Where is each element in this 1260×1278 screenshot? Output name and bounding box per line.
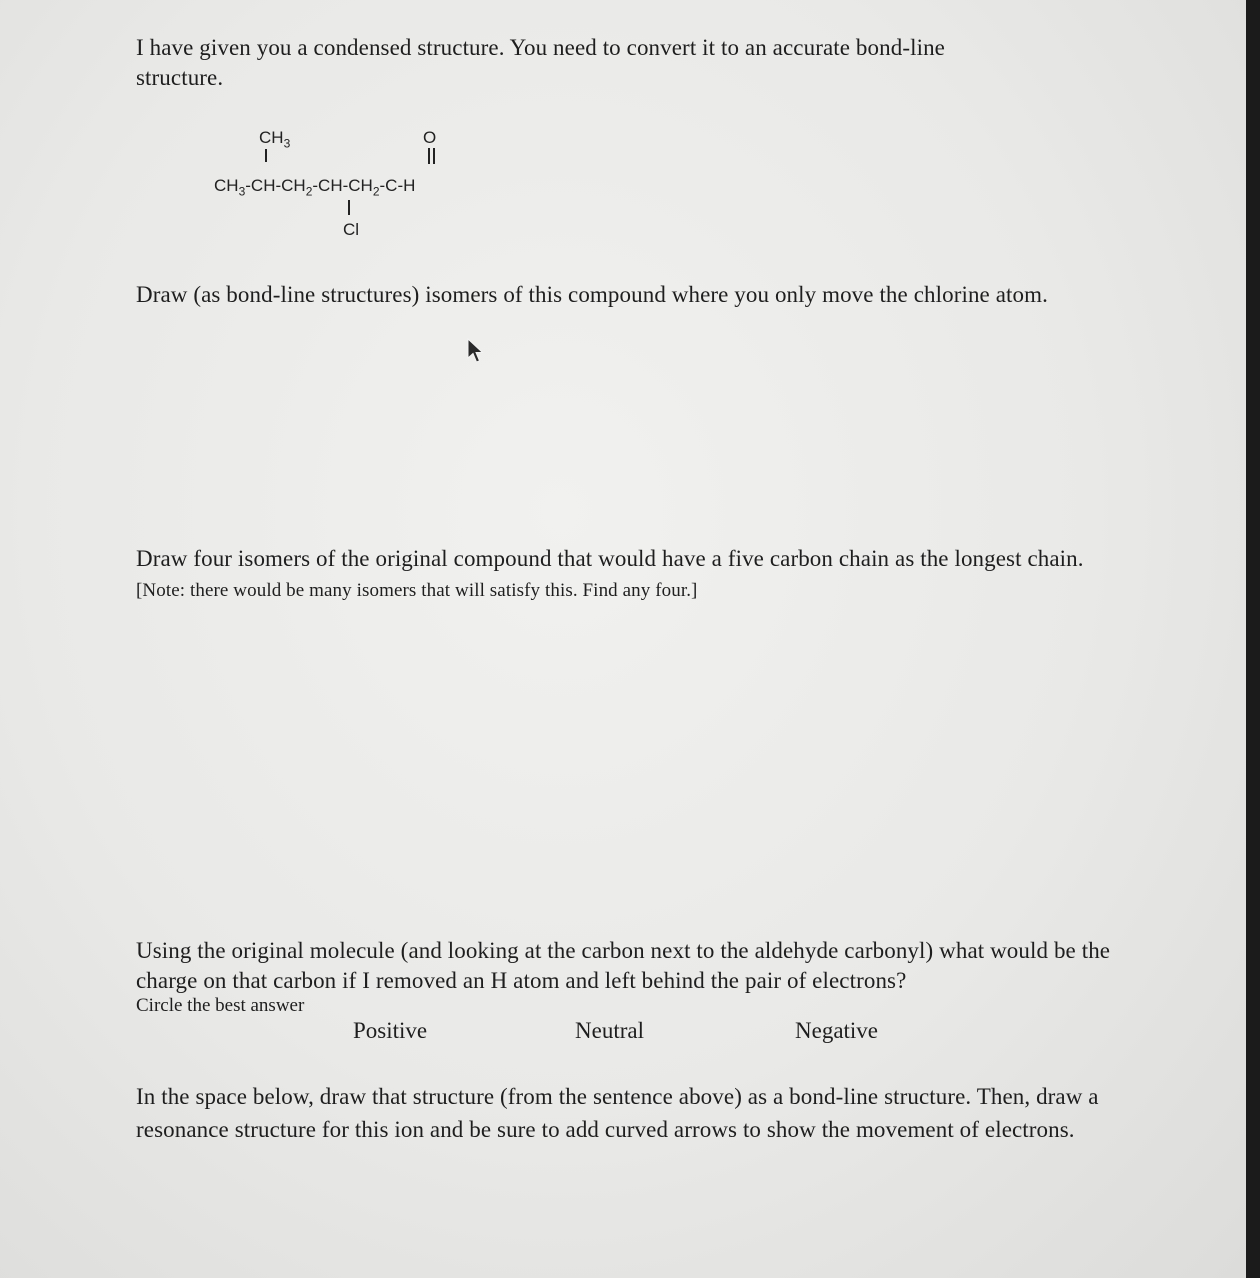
chlorine-substituent: Cl xyxy=(343,220,360,239)
carbonyl-double-bond-line-2 xyxy=(433,148,435,164)
question-resonance-structure: In the space below, draw that structure (from the sentence above) as a bond-line structure. Then, draw a resonance structure for this ion and be sure to add curved arrows to show the movement of electrons. xyxy=(136,1084,1099,1142)
chlorine-bond xyxy=(348,200,350,215)
question-five-carbon-note: [Note: there would be many isomers that will satisfy this. Find any four.] xyxy=(136,580,698,601)
question-five-carbon-isomers xyxy=(136,544,1136,606)
question-five-carbon-text: Draw four isomers of the original compound that would have a five carbon chain as the longest chain. xyxy=(136,546,1084,571)
circle-instruction: Circle the best answer xyxy=(136,995,305,1016)
intro-text: I have given you a condensed structure. You need to convert it to an accurate bond-line structure. xyxy=(136,35,945,90)
carbonyl-double-bond-line-1 xyxy=(428,148,430,164)
mouse-pointer-icon xyxy=(466,338,484,364)
methyl-substituent: $CH_3$ xyxy=(259,128,291,151)
question-move-chlorine: Draw (as bond-line structures) isomers of this compound where you only move the chlorine atom. xyxy=(136,282,1048,307)
methyl-bond xyxy=(265,149,267,162)
question-carbon-charge: Using the original molecule (and looking at the carbon next to the aldehyde carbonyl) what would be the charge on that carbon if I removed an H atom and left behind the pair of electrons? xyxy=(136,938,1111,993)
answer-neutral[interactable]: Neutral xyxy=(575,1018,644,1043)
answer-negative[interactable]: Negative xyxy=(795,1018,879,1043)
condensed-structure xyxy=(208,120,478,250)
main-chain: $CH_3-CH-CH_2-CH-CH_2-C-H$ xyxy=(214,176,416,199)
answer-positive[interactable]: Positive xyxy=(353,1018,428,1043)
carbonyl-oxygen: O xyxy=(423,128,437,147)
